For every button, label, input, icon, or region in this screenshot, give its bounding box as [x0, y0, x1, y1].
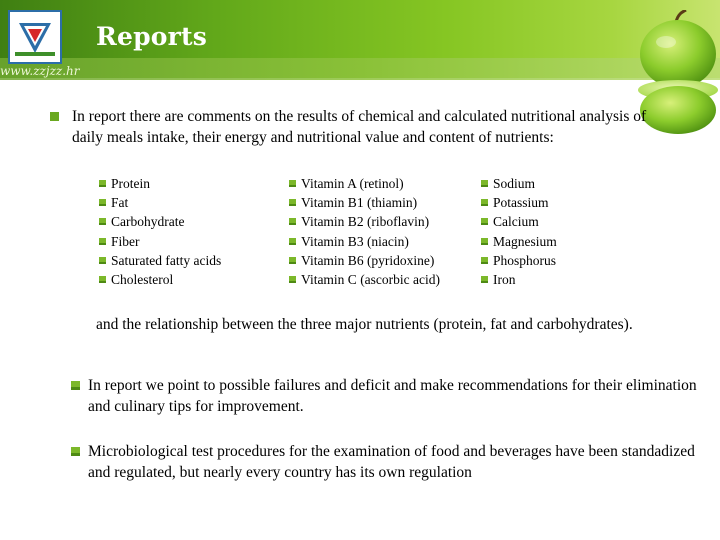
minerals-list	[480, 174, 557, 289]
bullet-icon	[98, 217, 107, 226]
bullet-icon	[98, 179, 107, 188]
nutrient-label: Cholesterol	[111, 272, 174, 288]
list-item	[480, 193, 557, 212]
vitamins-list	[288, 174, 440, 289]
nutrient-label: Vitamin C (ascorbic acid)	[301, 272, 441, 288]
list-item	[98, 251, 221, 270]
list-item	[288, 270, 440, 289]
list-item	[98, 212, 221, 231]
nutrient-label: Phosphorus	[493, 252, 557, 268]
macro-nutrients-list	[98, 174, 221, 289]
bullet-icon	[98, 237, 107, 246]
bullet-icon	[70, 380, 81, 391]
nutrient-label: Saturated fatty acids	[111, 252, 222, 268]
nutrient-label: Vitamin B3 (niacin)	[301, 233, 409, 249]
bullet-icon	[98, 198, 107, 207]
bullet-icon	[480, 256, 489, 265]
nutrient-label: Fiber	[111, 233, 140, 249]
list-item	[480, 232, 557, 251]
list-item	[288, 232, 440, 251]
nutrient-label: Vitamin B6 (pyridoxine)	[301, 252, 435, 268]
nutrient-label: Magnesium	[493, 233, 557, 249]
nutrient-label: Fat	[111, 195, 129, 211]
bullet-icon	[98, 275, 107, 284]
list-item	[98, 232, 221, 251]
bullet-icon	[480, 198, 489, 207]
nutrient-label: Potassium	[493, 195, 549, 211]
list-item	[480, 174, 557, 193]
intro-text: In report there are comments on the results of chemical and calculated nutritional analysis of daily meals intake, their energy and nutritional value and content of nutrients:	[72, 108, 647, 146]
recommendations-paragraph: In report we point to possible failures and deficit and make recommendations for their elimination and culinary tips for improvement.	[88, 377, 697, 415]
bullet-icon	[288, 217, 297, 226]
list-item	[98, 174, 221, 193]
bullet-icon	[98, 256, 107, 265]
list-item	[288, 251, 440, 270]
list-item	[288, 193, 440, 212]
nutrient-label: Vitamin A (retinol)	[301, 176, 404, 191]
bullet-icon	[70, 446, 81, 457]
bullet-icon	[288, 256, 297, 265]
nutrient-label: Sodium	[493, 176, 536, 191]
logo-icon	[10, 12, 60, 62]
logo	[8, 10, 62, 64]
list-item	[288, 212, 440, 231]
nutrient-label: Vitamin B2 (riboflavin)	[301, 214, 430, 230]
list-item	[480, 251, 557, 270]
bullet-icon	[480, 179, 489, 188]
page-title: Reports	[96, 22, 208, 51]
relationship-text: and the relationship between the three major nutrients (protein, fat and carbohydrates).	[96, 316, 633, 333]
bullet-icon	[288, 198, 297, 207]
microbiology-paragraph: Microbiological test procedures for the examination of food and beverages have been standadized and regulated, but nearly every country has its own regulation	[88, 443, 695, 481]
bullet-icon	[480, 275, 489, 284]
nutrient-label: Iron	[493, 272, 516, 288]
nutrient-label: Carbohydrate	[111, 214, 185, 230]
bullet-icon	[480, 237, 489, 246]
list-item	[480, 270, 557, 289]
intro-bullet	[50, 112, 59, 121]
bullet-icon	[480, 217, 489, 226]
nutrient-label: Protein	[111, 176, 150, 191]
bullet-icon	[288, 179, 297, 188]
nutrient-label: Vitamin B1 (thiamin)	[301, 195, 418, 211]
bullet-icon	[288, 275, 297, 284]
nutrient-label: Calcium	[493, 214, 539, 230]
list-item	[98, 193, 221, 212]
site-url: www.zzjzz.hr	[0, 64, 80, 78]
bullet-icon	[288, 237, 297, 246]
list-item	[480, 212, 557, 231]
list-item	[288, 174, 440, 193]
header-strip	[0, 58, 720, 80]
list-item	[98, 270, 221, 289]
